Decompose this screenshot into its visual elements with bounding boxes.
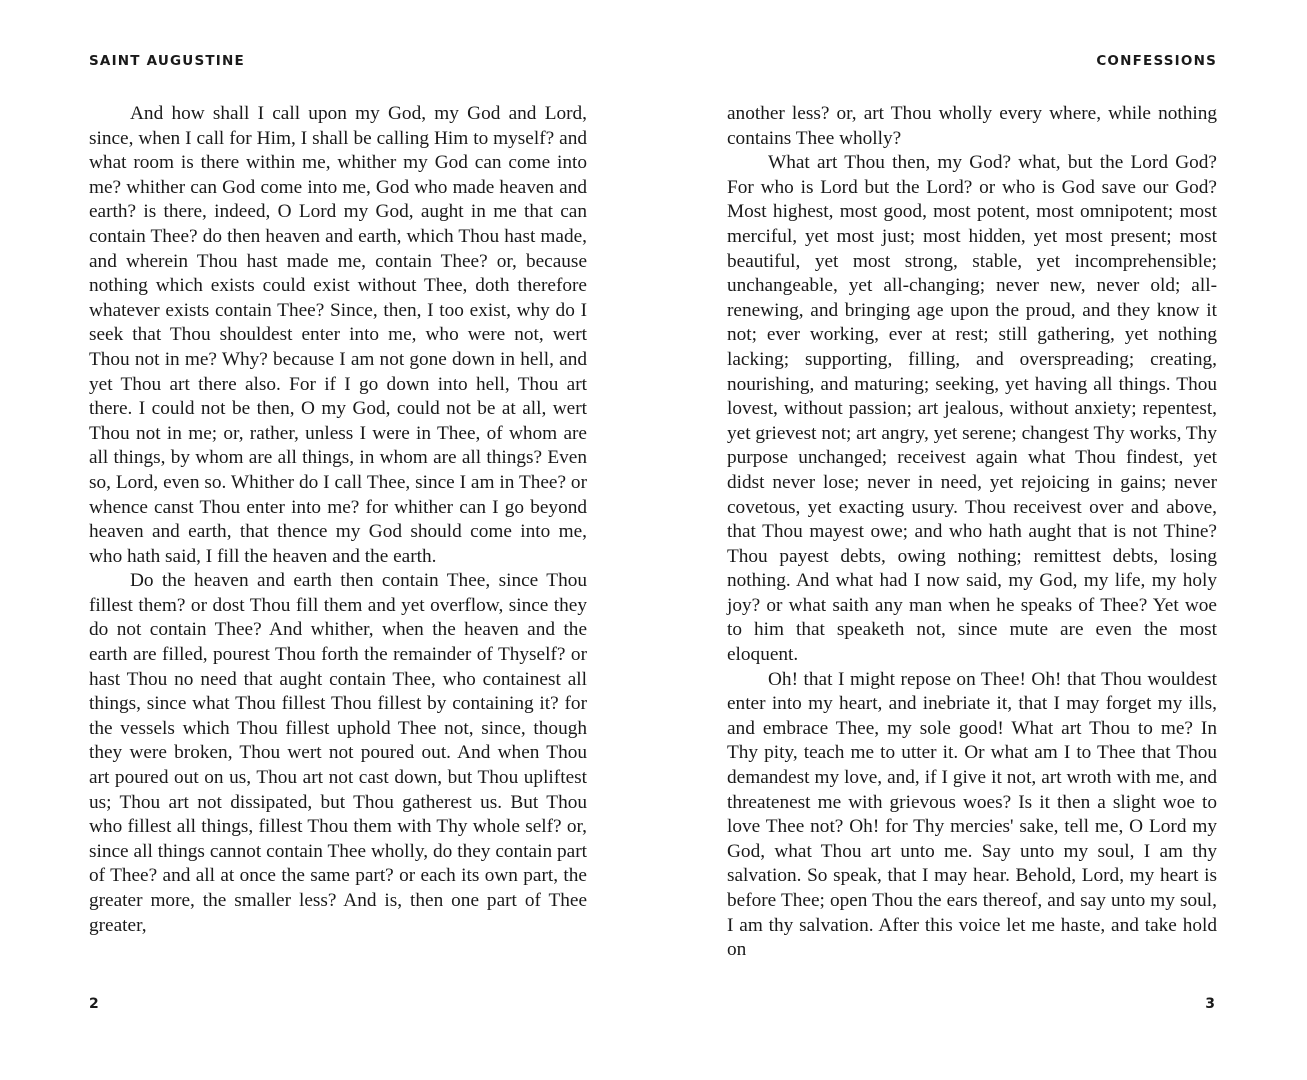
paragraph: Do the heaven and earth then contain Thee, since Thou fillest them? or dost Thou fill them and yet overflow, since they do not contain Thee? And whither, when the heaven and the earth are filled, pourest Thou forth the remainder of Thyself? or hast Thou no need that aught contain Thee, who containest all things, since what Thou fillest Thou fillest by containing it? for the vessels which Thou fillest uphold Thee not, since, though they were broken, Thou wert not poured out. And when Thou art poured out on us, Thou art not cast down, but Thou upliftest us; Thou art not dissipated, but Thou gatherest us. But Thou who fillest all things, fillest Thou them with Thy whole self? or, since all things cannot contain Thee wholly, do they contain part of Thee? and all at once the same part? or each its own part, the greater more, the smaller less? And is, then one part of Thee greater, (89, 570, 587, 936)
right-page-text (727, 102, 1217, 963)
running-head-right: CONFESSIONS (1096, 53, 1217, 69)
running-head-left: SAINT AUGUSTINE (89, 53, 245, 69)
paragraph: another less? or, art Thou wholly every where, while nothing contains Thee wholly? (727, 103, 1217, 149)
right-page (653, 0, 1307, 1080)
paragraph: And how shall I call upon my God, my God and Lord, since, when I call for Him, I shall be calling Him to myself? and what room is there within me, whither my God can come into me? whither can God come into me, God who made heaven and earth? is there, indeed, O Lord my God, aught in me that can contain Thee? do then heaven and earth, which Thou hast made, and wherein Thou hast made me, contain Thee? or, because nothing which exists could exist without Thee, doth therefore whatever exists contain Thee? Since, then, I too exist, why do I seek that Thou shouldest enter into me, who were not, wert Thou not in me? Why? because I am not gone down in hell, and yet Thou art there also. For if I go down into hell, Thou art there. I could not be then, O my God, could not be at all, wert Thou not in me; or, rather, unless I were in Thee, of whom are all things, by whom are all things, in whom are all things? Even so, Lord, even so. Whither do I call Thee, since I am in Thee? or whence canst Thou enter into me? for whither can I go beyond heaven and earth, that thence my God should come into me, who hath said, I fill the heaven and the earth. (89, 103, 587, 567)
page-number-right: 3 (1205, 996, 1215, 1012)
left-page-text (89, 102, 587, 938)
paragraph: What art Thou then, my God? what, but the Lord God? For who is Lord but the Lord? or who is God save our God? Most highest, most good, most potent, most omnipotent; most merciful, yet most just; most hidden, yet most present; most beautiful, yet most strong, stable, yet incomprehensible; unchangeable, yet all-changing; never new, never old; all-renewing, and bringing age upon the proud, and they know it not; ever working, ever at rest; still gathering, yet nothing lacking; supporting, filling, and overspreading; creating, nourishing, and maturing; seeking, yet having all things. Thou lovest, without passion; art jealous, without anxiety; repentest, yet grievest not; art angry, yet serene; changest Thy works, Thy purpose unchanged; receivest again what Thou findest, yet didst never lose; never in need, yet rejoicing in gains; never covetous, yet exacting usury. Thou receivest over and above, that Thou mayest owe; and who hath aught that is not Thine? Thou payest debts, owing nothing; remittest debts, losing nothing. And what had I now said, my God, my life, my holy joy? or what saith any man when he speaks of Thee? Yet woe to him that speaketh not, since mute are even the most eloquent. (727, 152, 1217, 666)
paragraph: Oh! that I might repose on Thee! Oh! that Thou wouldest enter into my heart, and inebriate it, that I may forget my ills, and embrace Thee, my sole good! What art Thou to me? In Thy pity, teach me to utter it. Or what am I to Thee that Thou demandest my love, and, if I give it not, art wroth with me, and threatenest me with grievous woes? Is it then a slight woe to love Thee not? Oh! for Thy mercies' sake, tell me, O Lord my God, what Thou art unto me. Say unto my soul, I am thy salvation. So speak, that I may hear. Behold, Lord, my heart is before Thee; open Thou the ears thereof, and say unto my soul, I am thy salvation. After this voice let me haste, and take hold on (727, 668, 1217, 961)
left-page (0, 0, 653, 1080)
page-number-left: 2 (89, 996, 99, 1012)
